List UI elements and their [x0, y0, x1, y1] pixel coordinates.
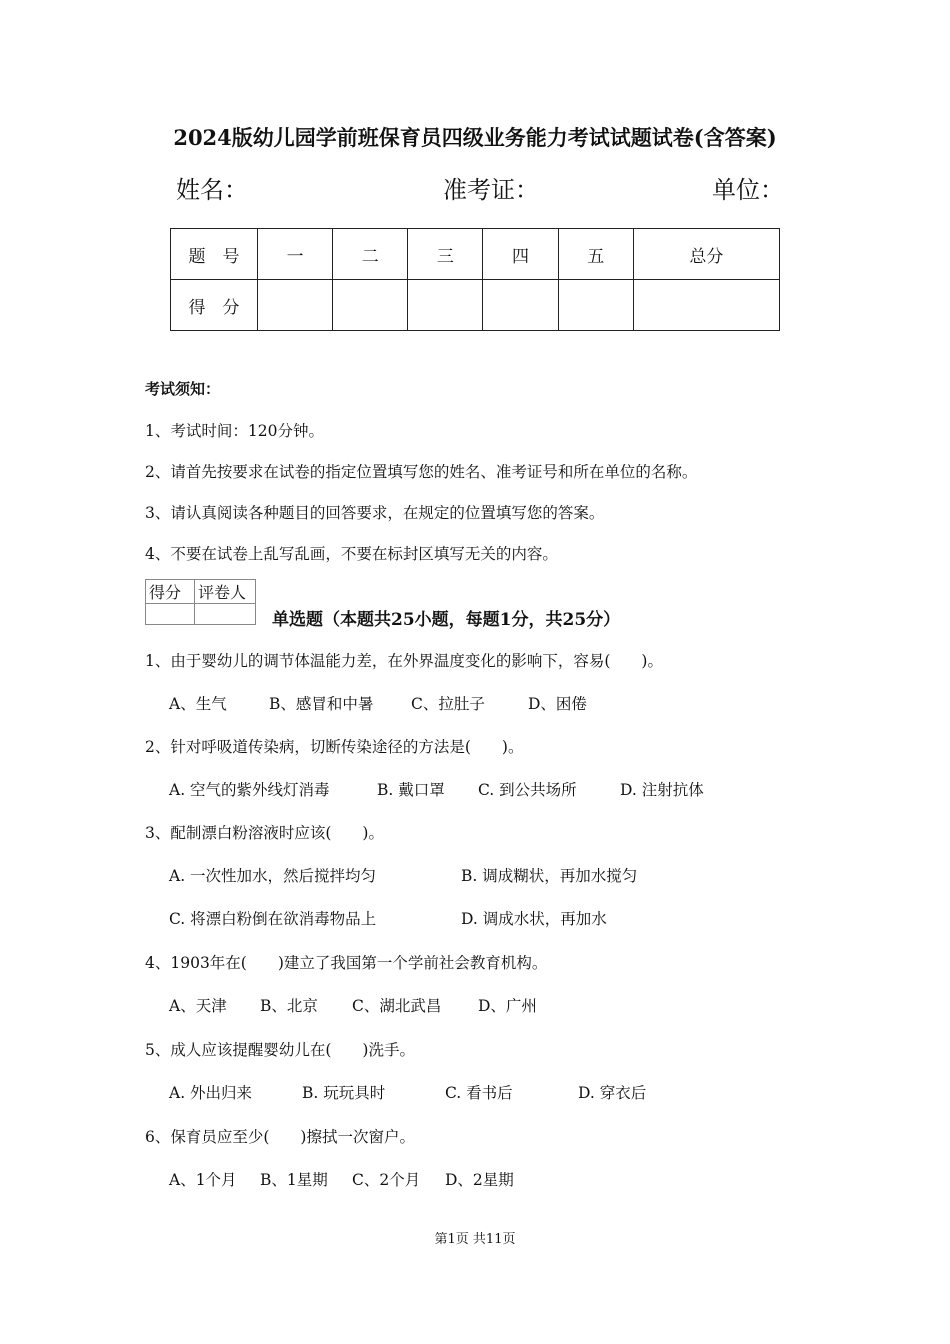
score-cell[interactable] — [258, 280, 333, 331]
score-table-score-row — [171, 280, 780, 331]
score-cell[interactable] — [558, 280, 633, 331]
score-cell[interactable] — [408, 280, 483, 331]
question-text: 6、保育员应至少( )擦拭一次窗户。 — [145, 1128, 415, 1146]
option: A、1个月 — [169, 1171, 237, 1189]
note-item: 1、考试时间：120分钟。 — [145, 422, 324, 440]
option: D. 调成水状，再加水 — [461, 910, 607, 928]
option: B. 戴口罩 — [377, 781, 445, 799]
note-item: 3、请认真阅读各种题目的回答要求，在规定的位置填写您的答案。 — [145, 504, 605, 522]
option: B、感冒和中暑 — [269, 695, 374, 713]
score-table-header-cell: 题 号 — [171, 229, 258, 280]
option: C. 到公共场所 — [478, 781, 577, 799]
score-table-header-cell: 二 — [333, 229, 408, 280]
option: C. 将漂白粉倒在欲消毒物品上 — [169, 910, 377, 928]
score-table-header-cell: 一 — [258, 229, 333, 280]
option: D、困倦 — [528, 695, 587, 713]
grader-box — [145, 579, 256, 625]
option: A. 外出归来 — [169, 1084, 253, 1102]
option: A、生气 — [169, 695, 227, 713]
question-text: 5、成人应该提醒婴幼儿在( )洗手。 — [145, 1041, 415, 1059]
grader-name-label: 评卷人 — [195, 580, 256, 604]
score-table — [170, 228, 780, 331]
score-table-header-cell: 五 — [558, 229, 633, 280]
page-title: 2024版幼儿园学前班保育员四级业务能力考试试题试卷(含答案) — [173, 125, 777, 150]
page-footer: 第1页 共11页 — [434, 1232, 516, 1247]
option: A. 空气的紫外线灯消毒 — [169, 781, 330, 799]
grader-score-label: 得分 — [146, 580, 195, 604]
option: D、广州 — [478, 997, 537, 1015]
section-title: 单选题（本题共25小题，每题1分，共25分） — [272, 610, 621, 630]
option: A. 一次性加水，然后搅拌均匀 — [169, 867, 377, 885]
option: B. 调成糊状，再加水搅匀 — [461, 867, 638, 885]
question-text: 3、配制漂白粉溶液时应该( )。 — [145, 824, 384, 842]
option: B、北京 — [260, 997, 318, 1015]
question-text: 1、由于婴幼儿的调节体温能力差，在外界温度变化的影响下，容易( )。 — [145, 652, 663, 670]
score-row-label: 得 分 — [171, 280, 258, 331]
option: C、湖北武昌 — [352, 997, 442, 1015]
option: D、2星期 — [445, 1171, 514, 1189]
score-table-header-cell: 三 — [408, 229, 483, 280]
score-table-header-row — [171, 229, 780, 280]
name-label: 姓名： — [176, 176, 248, 204]
question-text: 2、针对呼吸道传染病，切断传染途径的方法是( )。 — [145, 738, 524, 756]
option: D. 注射抗体 — [620, 781, 704, 799]
exam-id-label: 准考证： — [443, 176, 539, 204]
note-item: 2、请首先按要求在试卷的指定位置填写您的姓名、准考证号和所在单位的名称。 — [145, 463, 698, 481]
note-item: 4、不要在试卷上乱写乱画，不要在标封区填写无关的内容。 — [145, 545, 558, 563]
unit-label: 单位： — [712, 176, 784, 204]
option: C. 看书后 — [445, 1084, 513, 1102]
option: B、1星期 — [260, 1171, 328, 1189]
score-table-header-cell: 总分 — [633, 229, 779, 280]
grader-score-cell[interactable] — [146, 604, 195, 625]
option: A、天津 — [169, 997, 227, 1015]
option: B. 玩玩具时 — [302, 1084, 386, 1102]
option: C、2个月 — [352, 1171, 421, 1189]
score-cell[interactable] — [633, 280, 779, 331]
score-table-header-cell: 四 — [483, 229, 558, 280]
score-cell[interactable] — [333, 280, 408, 331]
option: C、拉肚子 — [411, 695, 485, 713]
question-text: 4、1903年在( )建立了我国第一个学前社会教育机构。 — [145, 954, 548, 972]
grader-name-cell[interactable] — [195, 604, 256, 625]
option: D. 穿衣后 — [578, 1084, 647, 1102]
score-cell[interactable] — [483, 280, 558, 331]
notes-heading: 考试须知： — [145, 380, 221, 398]
